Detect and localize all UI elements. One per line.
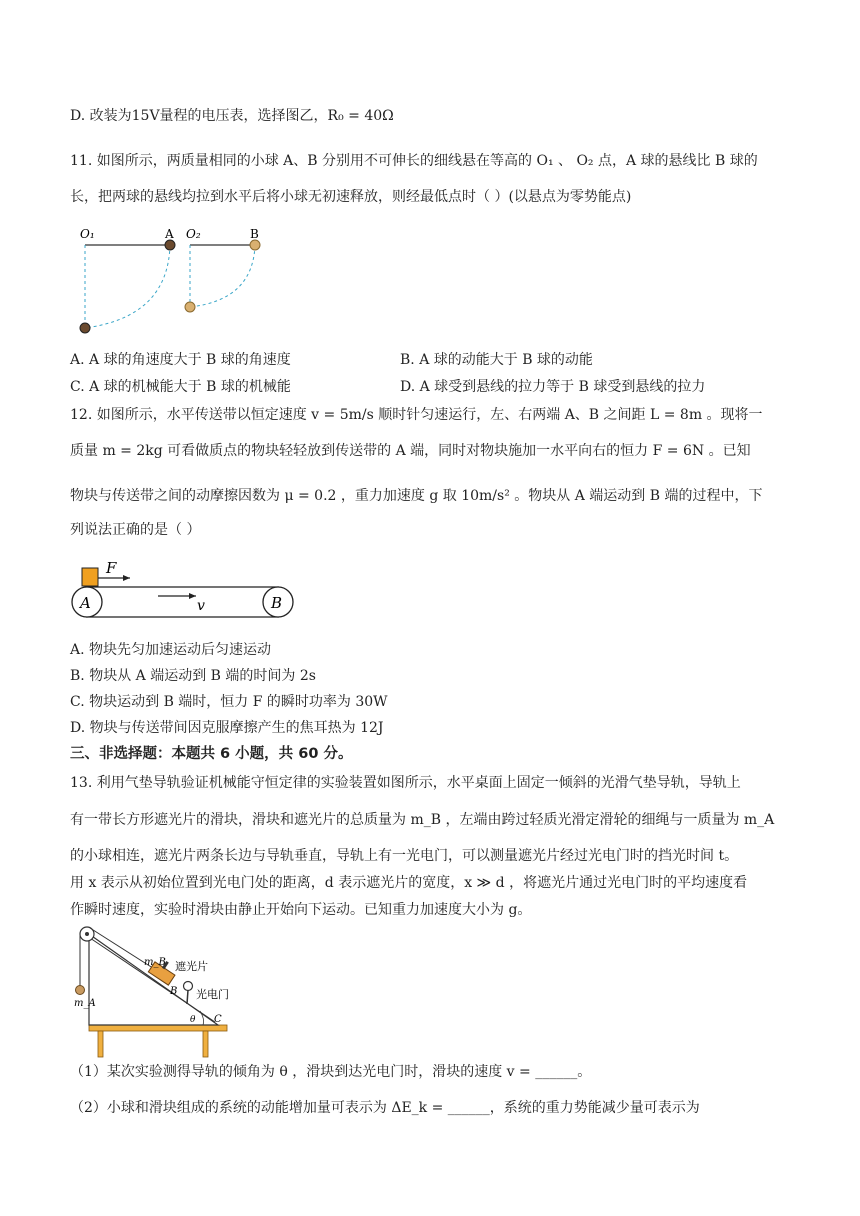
q13-sub2: （2）小球和滑块组成的系统的动能增加量可表示为 ΔE_k = ______，系统的重力势能减少量可表示为 [70, 1100, 700, 1116]
q11-label-o2: O₂ [186, 227, 201, 241]
q11-ball-a-start [165, 240, 175, 250]
q13-table-leg-left [98, 1031, 103, 1057]
q13-photogate-stand [187, 990, 188, 1004]
q11-label-o1: O₁ [80, 227, 95, 241]
q11-stem-line2: 长，把两球的悬线均拉到水平后将小球无初速释放，则经最低点时（ ）(以悬点为零势能点) [70, 189, 632, 205]
q12-block [82, 568, 98, 586]
q11-stem-line1: 11. 如图所示，两质量相同的小球 A、B 分别用不可伸长的细线悬在等高的 O₁ 、 O₂ 点，A 球的悬线比 B 球的 [70, 153, 758, 169]
q13-label-c: C [214, 1014, 222, 1025]
q12-stem-line4: 列说法正确的是（ ） [70, 522, 201, 538]
q13-label-gate: 光电门 [196, 988, 229, 1001]
q12-option-c: C. 物块运动到 B 端时，恒力 F 的瞬时功率为 30W [70, 694, 388, 710]
q10-option-d: D. 改装为15V量程的电压表，选择图乙，R₀ = 40Ω [70, 108, 394, 124]
q11-option-a: A. A 球的角速度大于 B 球的角速度 [70, 352, 291, 368]
q11-ball-a-bottom [80, 323, 90, 333]
q13-stem-line2: 有一带长方形遮光片的滑块，滑块和遮光片的总质量为 m_B ，左端由跨过轻质光滑定滑轮的细绳与一质量为 m_A [70, 812, 775, 828]
q11-arc-a [85, 245, 170, 328]
q13-stem-line5: 作瞬时速度，实验时滑块由静止开始向下运动。已知重力加速度大小为 g。 [70, 902, 532, 918]
q12-stem-line1: 12. 如图所示，水平传送带以恒定速度 v = 5m/s 顺时针匀速运行，左、右两端 A、B 之间距 L = 8m 。现将一 [70, 407, 763, 423]
q13-label-shade: 遮光片 [175, 960, 208, 973]
q11-arc-b [190, 245, 255, 307]
q13-ball-ma [76, 986, 85, 995]
q12-stem-line3: 物块与传送带之间的动摩擦因数为 μ = 0.2 ，重力加速度 g 取 10m/s² 。物块从 A 端运动到 B 端的过程中，下 [70, 488, 763, 504]
q12-label-a: A [80, 594, 91, 612]
q13-label-b: B [170, 986, 178, 997]
q11-option-b: B. A 球的动能大于 B 球的动能 [400, 352, 593, 368]
q11-ball-b-start [250, 240, 260, 250]
q12-label-f: F [106, 559, 117, 577]
q11-ball-b-bottom [185, 302, 195, 312]
q13-stem-line3: 的小球相连，遮光片两条长边与导轨垂直，导轨上有一光电门，可以测量遮光片经过光电门时的挡光时间 t。 [70, 848, 739, 864]
q12-option-a: A. 物块先匀加速运动后匀速运动 [70, 642, 272, 658]
q13-sub1: （1）某次实验测得导轨的倾角为 θ ，滑块到达光电门时，滑块的速度 v = ______。 [70, 1064, 592, 1080]
section-3-heading: 三、非选择题：本题共 6 小题，共 60 分。 [70, 746, 353, 762]
q13-label-theta: θ [190, 1015, 196, 1025]
q11-label-b: B [250, 227, 259, 241]
q11-option-c: C. A 球的机械能大于 B 球的机械能 [70, 379, 291, 395]
q13-stem-line4: 用 x 表示从初始位置到光电门处的距离，d 表示遮光片的宽度，x ≫ d ，将遮光片通过光电门时的平均速度看 [70, 875, 748, 891]
q11-label-a: A [165, 227, 174, 241]
q11-option-d: D. A 球受到悬线的拉力等于 B 球受到悬线的拉力 [400, 379, 706, 395]
q12-conveyor-figure [70, 556, 300, 628]
q12-label-v: v [197, 598, 205, 614]
q13-table-leg-right [203, 1031, 208, 1057]
q12-option-d: D. 物块与传送带间因克服摩擦产生的焦耳热为 12J [70, 720, 384, 736]
q13-photogate [184, 982, 193, 991]
q12-velocity-arrowhead [189, 593, 196, 599]
q12-option-b: B. 物块从 A 端运动到 B 端的时间为 2s [70, 668, 316, 684]
q13-label-mb: m_B [144, 957, 166, 968]
q13-pulley-axle [85, 932, 89, 936]
q13-label-ma: m_A [74, 998, 96, 1009]
q12-stem-line2: 质量 m = 2kg 可看做质点的物块轻轻放到传送带的 A 端，同时对物块施加一水平向右的恒力 F = 6N 。已知 [70, 443, 751, 459]
q11-pendulum-figure [70, 222, 280, 342]
q13-table-top [89, 1025, 227, 1031]
q12-force-arrowhead [123, 575, 130, 581]
q13-stem-line1: 13. 利用气垫导轨验证机械能守恒定律的实验装置如图所示，水平桌面上固定一倾斜的光滑气垫导轨，导轨上 [70, 775, 741, 791]
q12-label-b: B [271, 594, 283, 612]
q13-airtrack-figure [70, 924, 240, 1058]
